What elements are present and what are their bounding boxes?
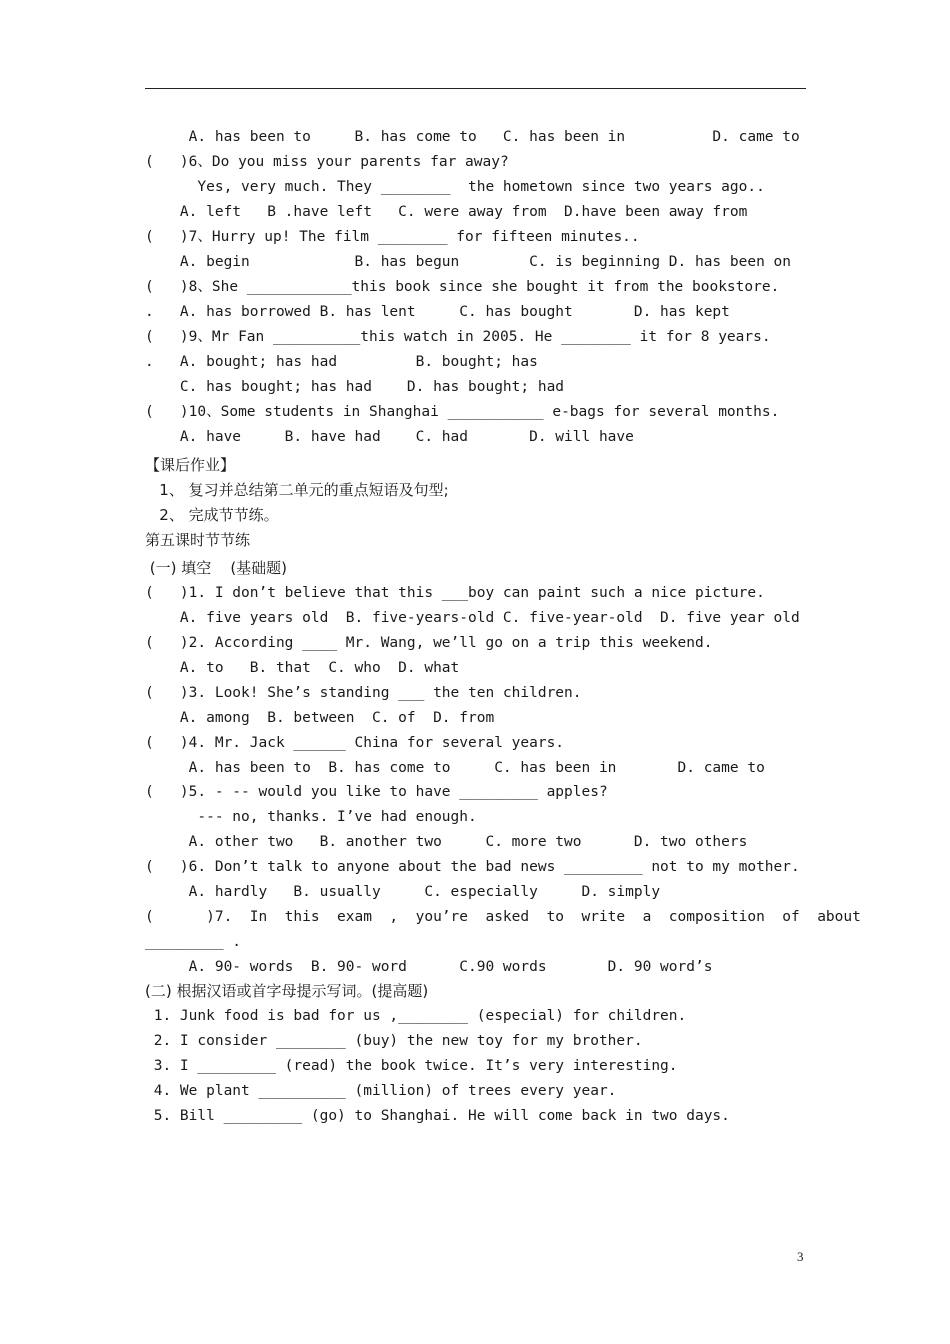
- exercise-1: ( )1. I don’t believe that this ___boy can paint such a nice picture.: [145, 585, 765, 601]
- ex3-options: A. among B. between C. of D. from: [145, 710, 495, 726]
- section-2-heading: (二) 根据汉语或首字母提示写词。(提高题): [145, 982, 429, 1000]
- ex2-options: A. to B. that C. who D. what: [145, 660, 460, 676]
- question-9: ( )9、Mr Fan __________this watch in 2005. He ________ it for 8 years.: [145, 329, 771, 345]
- ex1-options: A. five years old B. five-years-old C. five-year-old D. five year old: [145, 610, 800, 626]
- section-1-heading: (一) 填空 (基础题): [145, 559, 288, 577]
- fill-5: 5. Bill _________ (go) to Shanghai. He will come back in two days.: [145, 1108, 730, 1124]
- ex6-options: A. hardly B. usually C. especially D. simply: [145, 884, 661, 900]
- ex4-options: A. has been to B. has come to C. has been in D. came to: [145, 760, 765, 776]
- exercise-3: ( )3. Look! She’s standing ___ the ten children.: [145, 685, 582, 701]
- page-number: 3: [797, 1249, 804, 1264]
- q6-options: A. left B .have left C. were away from D.have been away from: [145, 204, 748, 220]
- fill-2: 2. I consider ________ (buy) the new toy for my brother.: [145, 1033, 643, 1049]
- question-6: ( )6、Do you miss your parents far away?: [145, 154, 509, 170]
- question-7: ( )7、Hurry up! The film ________ for fifteen minutes..: [145, 229, 640, 245]
- fill-3: 3. I _________ (read) the book twice. It’s very interesting.: [145, 1058, 678, 1074]
- q7-options: A. begin B. has begun C. is beginning D. has been on: [145, 254, 792, 270]
- exercise-5-reply: --- no, thanks. I’ve had enough.: [145, 809, 477, 825]
- exercise-2: ( )2. According ____ Mr. Wang, we’ll go on a trip this weekend.: [145, 635, 713, 651]
- q9-options-ab: . A. bought; has had B. bought; has: [145, 354, 538, 370]
- exercise-7: ( )7. In this exam , you’re asked to write a composition of about: [145, 909, 861, 925]
- homework-heading: 【课后作业】: [145, 456, 236, 474]
- q9-options-cd: C. has bought; has had D. has bought; had: [145, 379, 565, 395]
- ex7-options: A. 90- words B. 90- word C.90 words D. 90 word’s: [145, 959, 713, 975]
- q5-options: A. has been to B. has come to C. has been in D. came to: [145, 129, 800, 145]
- exercise-4: ( )4. Mr. Jack ______ China for several years.: [145, 735, 565, 751]
- homework-item-2: 2、 完成节节练。: [145, 506, 279, 524]
- exercise-6: ( )6. Don’t talk to anyone about the bad news _________ not to my mother.: [145, 859, 800, 875]
- ex5-options: A. other two B. another two C. more two D. two others: [145, 834, 748, 850]
- fill-1: 1. Junk food is bad for us ,________ (especial) for children.: [145, 1008, 687, 1024]
- question-10: ( )10、Some students in Shanghai ___________ e-bags for several months.: [145, 404, 780, 420]
- question-8: ( )8、She ____________this book since she bought it from the bookstore.: [145, 279, 780, 295]
- lesson-5-title: 第五课时节节练: [145, 531, 251, 549]
- question-6-answer: Yes, very much. They ________ the hometown since two years ago..: [145, 179, 765, 195]
- homework-item-1: 1、 复习并总结第二单元的重点短语及句型;: [145, 481, 449, 499]
- fill-4: 4. We plant __________ (million) of trees every year.: [145, 1083, 617, 1099]
- exercise-7-blank: _________ .: [145, 934, 242, 950]
- q10-options: A. have B. have had C. had D. will have: [145, 429, 634, 445]
- header-rule: [145, 88, 806, 89]
- exercise-5: ( )5. - -- would you like to have _________ apples?: [145, 784, 608, 800]
- q8-options: . A. has borrowed B. has lent C. has bought D. has kept: [145, 304, 730, 320]
